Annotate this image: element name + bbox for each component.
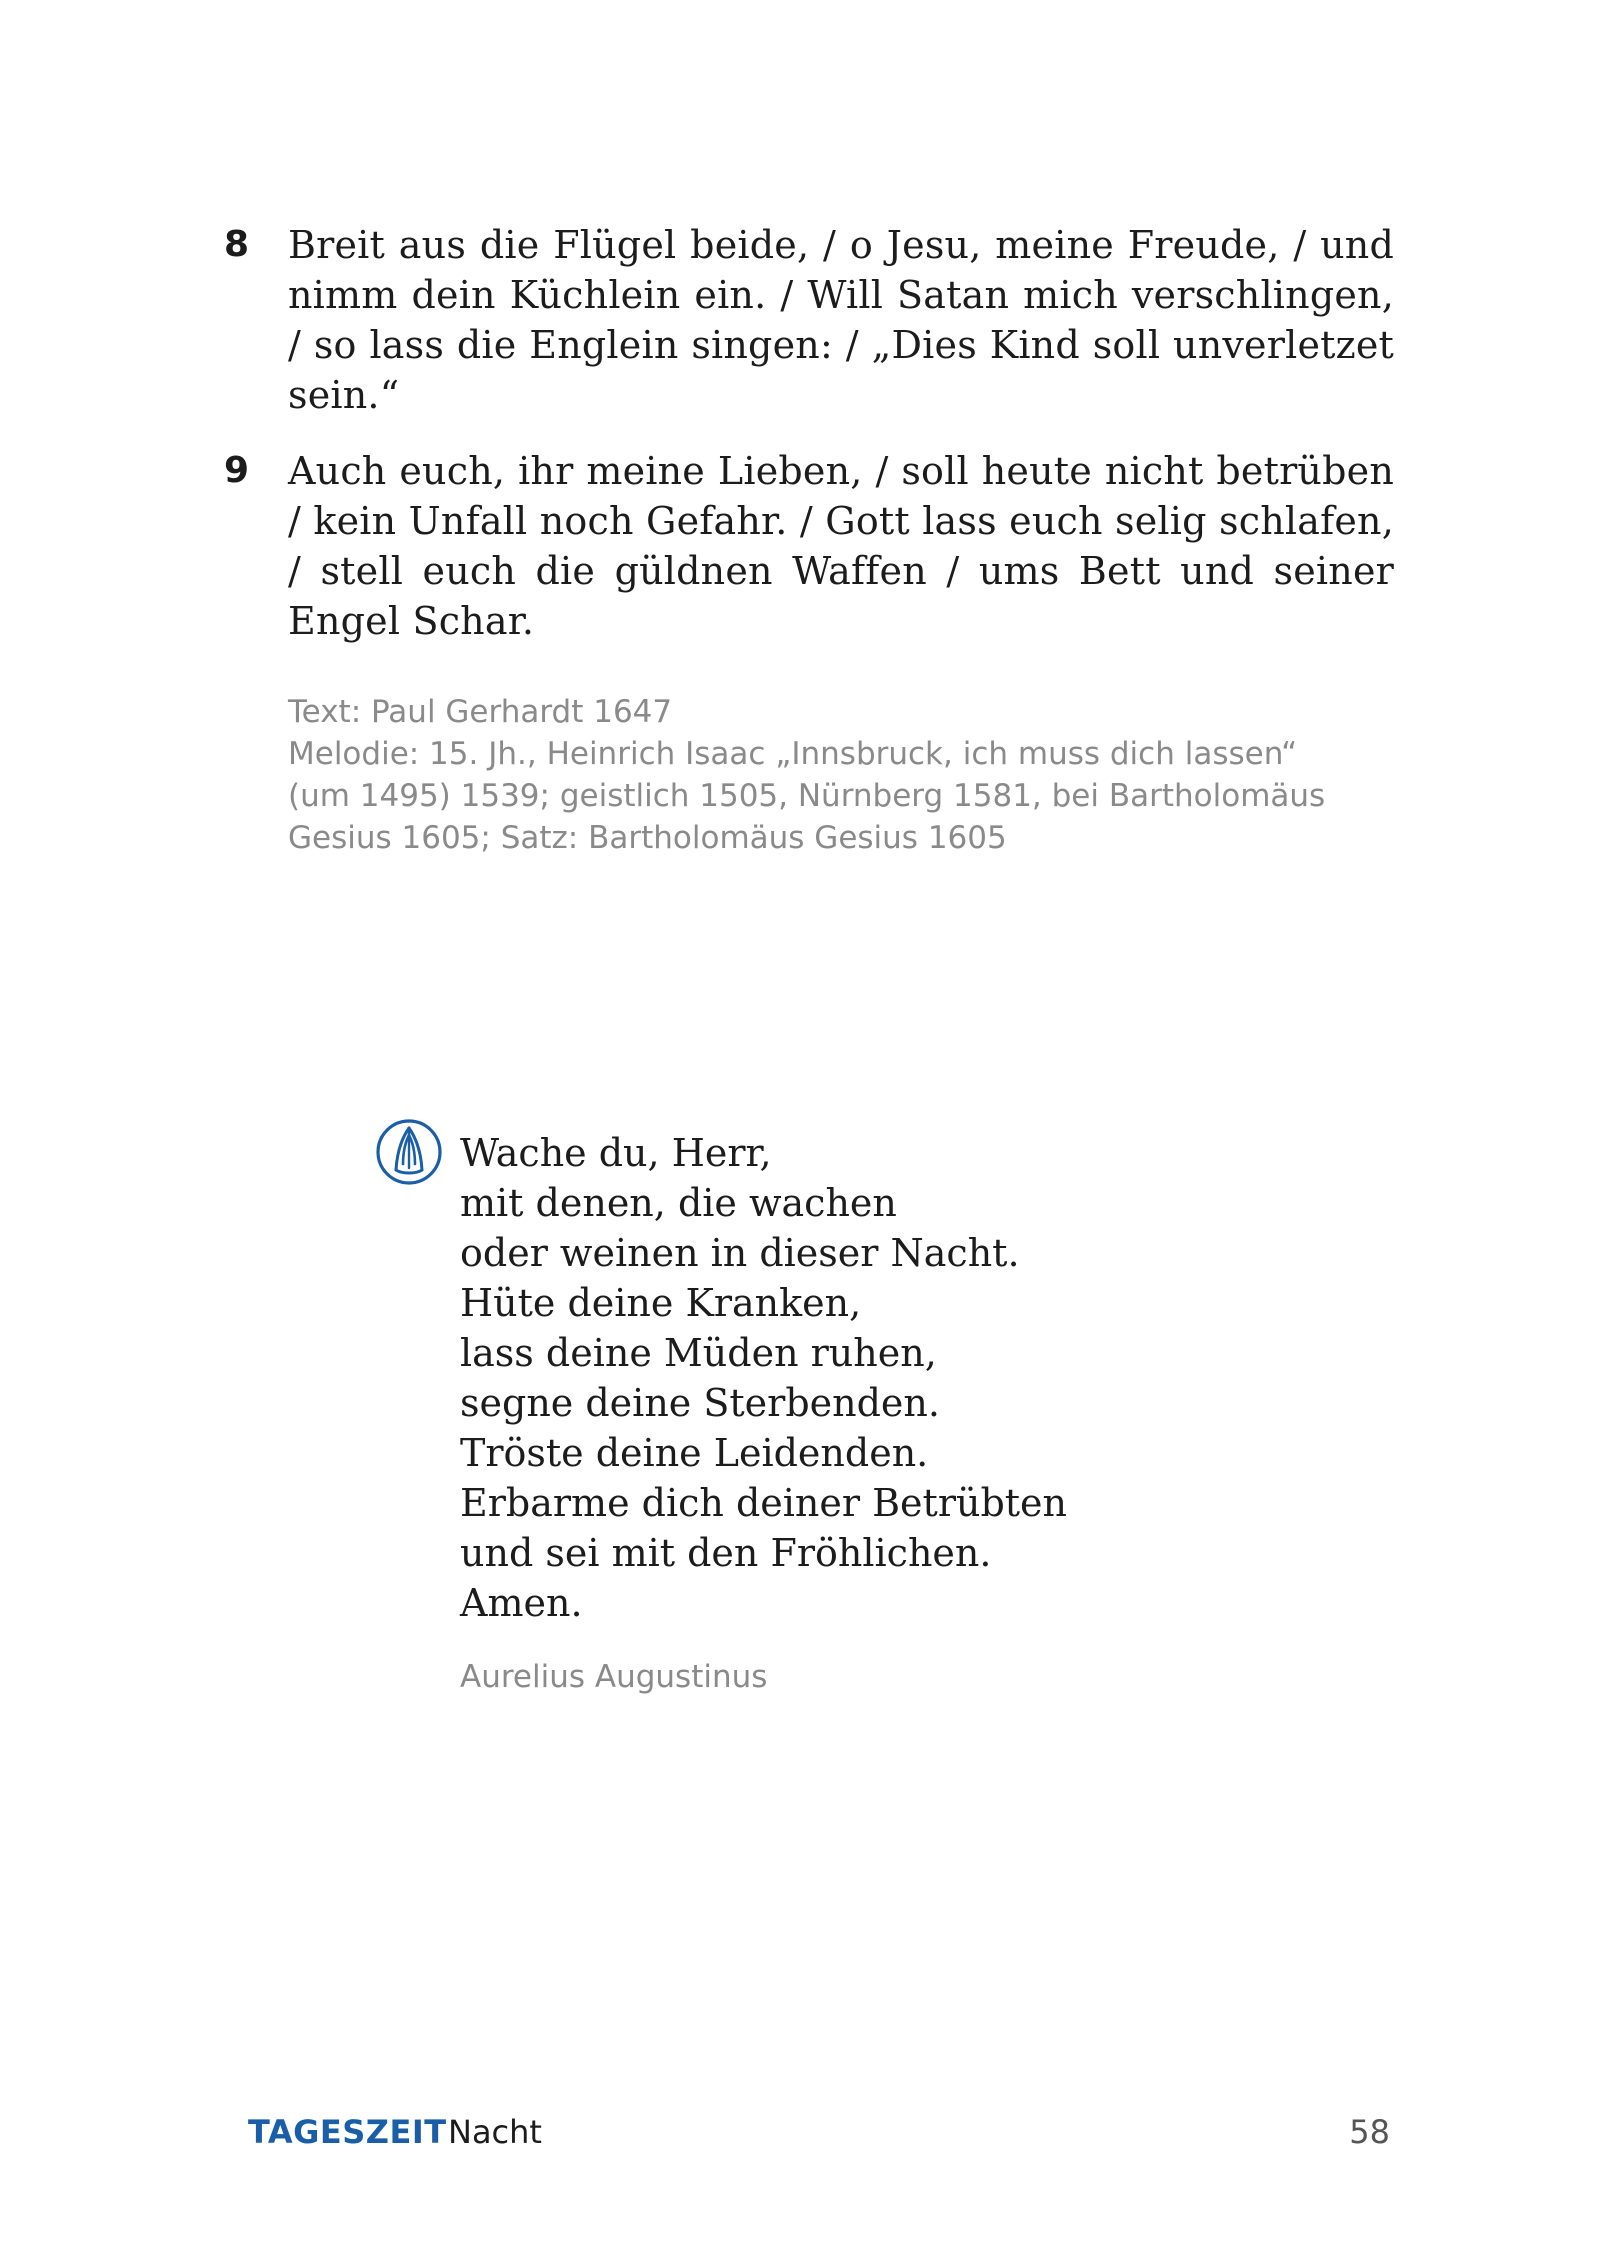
prayer-text	[460, 1128, 1160, 1628]
prayer-line: lass deine Müden ruhen,	[460, 1331, 937, 1375]
verse-number: 8	[224, 224, 250, 265]
credit-melody-line-3: Gesius 1605; Satz: Bartholomäus Gesius 1605	[288, 820, 1007, 856]
verse-text: Breit aus die Flügel beide, / o Jesu, meine Freude, / und nimm dein Küchlein ein. / Will Satan mich verschlingen, / so lass die Englein singen: / „Dies Kind soll unverletzet sein.“	[288, 223, 1394, 417]
prayer-line: Erbarme dich deiner Betrübten	[460, 1481, 1068, 1525]
prayer-line: und sei mit den Fröhlichen.	[460, 1531, 992, 1575]
prayer-line: Tröste deine Leidenden.	[460, 1431, 929, 1475]
verse-number: 9	[224, 450, 250, 491]
verse-text: Auch euch, ihr meine Lieben, / soll heute nicht betrüben / kein Unfall noch Gefahr. / Gott lass euch selig schlafen, / stell euch die güldnen Waffen / ums Bett und seiner Engel Schar.	[288, 449, 1394, 643]
prayer-line: Wache du, Herr,	[460, 1131, 772, 1175]
prayer-line: Amen.	[460, 1581, 583, 1625]
prayer-line: Hüte deine Kranken,	[460, 1281, 862, 1325]
prayer-line: mit denen, die wachen	[460, 1181, 897, 1225]
footer-subsection-label: Nacht	[448, 2113, 542, 2151]
prayer-author: Aurelius Augustinus	[460, 1659, 768, 1695]
page-number: 58	[1349, 2113, 1390, 2151]
page-footer	[248, 2110, 1390, 2154]
hymn-credits	[288, 691, 1398, 859]
praying-hands-icon	[375, 1118, 443, 1186]
credit-melody-line-2: (um 1495) 1539; geistlich 1505, Nürnberg 1581, bei Bartholomäus	[288, 778, 1326, 814]
prayer-line: oder weinen in dieser Nacht.	[460, 1231, 1020, 1275]
footer-section-label: TAGESZEIT	[248, 2113, 447, 2151]
credit-melody-line-1: Melodie: 15. Jh., Heinrich Isaac „Innsbruck, ich muss dich lassen“	[288, 736, 1298, 772]
prayer-line: segne deine Sterbenden.	[460, 1381, 940, 1425]
credit-text: Text: Paul Gerhardt 1647	[288, 694, 673, 730]
